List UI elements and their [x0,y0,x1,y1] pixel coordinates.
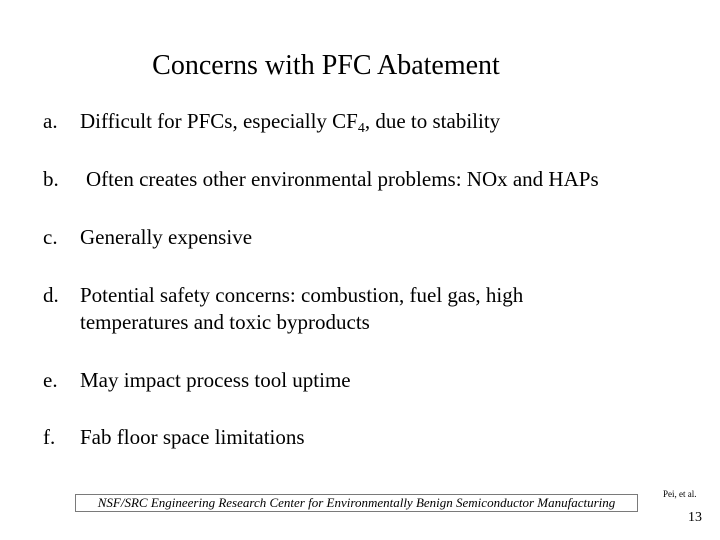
list-item-b [43,166,599,193]
list-text-a-part2: , due to stability [364,109,501,133]
list-marker-e: e. [43,368,58,392]
list-text-f: Fab floor space limitations [80,425,305,449]
citation: Pei, et al. [663,489,697,499]
list-item-c [43,224,252,251]
list-marker-f: f. [43,425,56,449]
list-marker-c: c. [43,225,58,249]
page-number: 13 [688,510,702,525]
list-item-d [43,282,523,336]
list-item-e [43,367,351,394]
list-text-d [80,282,523,336]
list-item-f [43,424,305,451]
list-marker-d: d. [43,283,59,307]
list-text-c: Generally expensive [80,225,253,249]
slide-title: Concerns with PFC Abatement [152,50,500,81]
cf4-subscript: 4 [357,121,365,136]
list-text-a-part1: Difficult for PFCs, especially CF [80,109,358,133]
footer-organization: NSF/SRC Engineering Research Center for Environmentally Benign Semiconductor Manufacturing [75,494,638,512]
list-text-e: May impact process tool uptime [80,368,351,392]
list-marker-a: a. [43,109,58,133]
list-text-d-line1: Potential safety concerns: combustion, fuel gas, high [80,283,524,307]
list-text-a [80,108,500,135]
list-text-b: Often creates other environmental problems: NOx and HAPs [86,167,599,191]
list-marker-b: b. [43,167,59,191]
list-text-d-line2: temperatures and toxic byproducts [80,310,370,334]
list-item-a [43,108,500,135]
